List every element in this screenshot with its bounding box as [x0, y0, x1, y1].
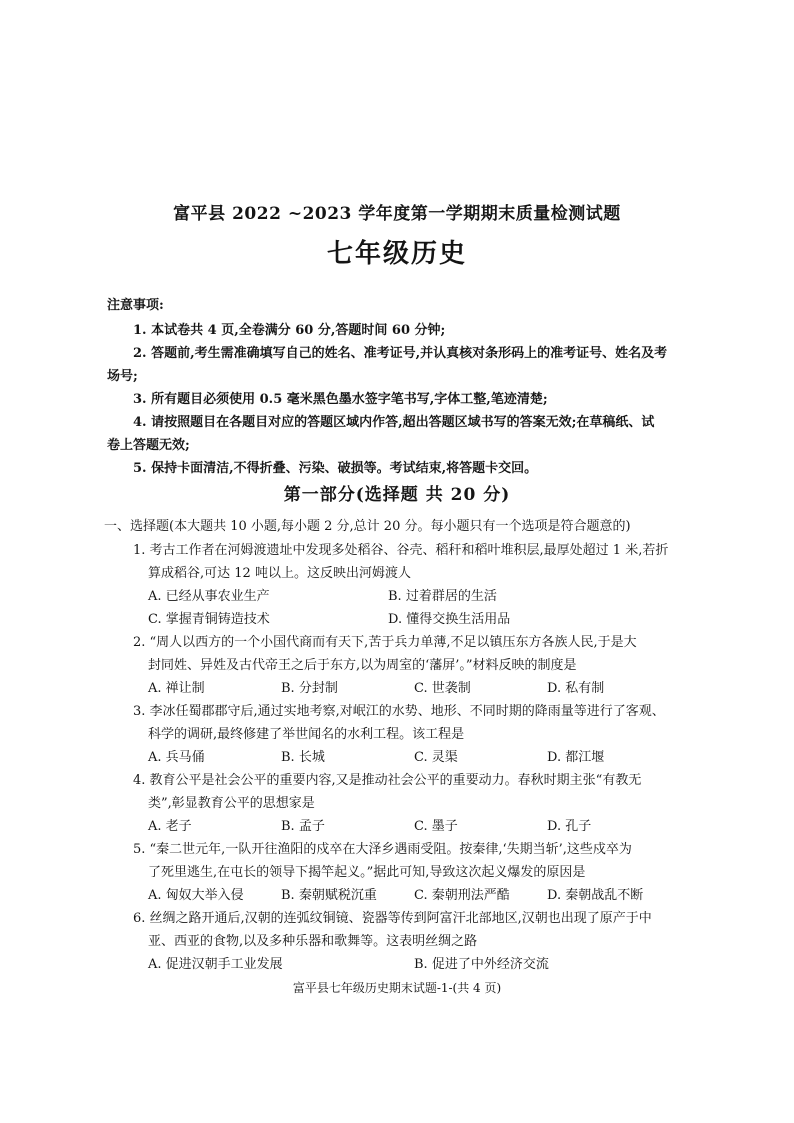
page-footer: 富平县七年级历史期末试题-1-(共 4 页) [292, 981, 502, 995]
question-5-option-c: C. 秦朝刑法严酷 [414, 888, 510, 903]
question-3-line-1: 3. 李冰任蜀郡郡守后,通过实地考察,对岷江的水势、地形、不同时期的降雨量等进行了客观、 [133, 704, 665, 719]
question-3-option-c: C. 灵渠 [414, 750, 458, 765]
question-3-option-b: B. 长城 [281, 750, 325, 765]
notice-line: 卷上答题无效; [107, 438, 190, 453]
question-5-line-2: 了死里逃生,在屯长的领导下揭竿起义。”据此可知,导致这次起义爆发的原因是 [148, 865, 586, 880]
part-one-title: 第一部分(选择题 共 20 分) [283, 485, 511, 505]
question-4-option-a: A. 老子 [148, 819, 192, 834]
notice-line: 4. 请按照题目在各题目对应的答题区域内作答,超出答题区域书写的答案无效;在草稿纸、试 [133, 415, 655, 430]
question-4-line-2: 类”,彰显教育公平的思想家是 [148, 796, 315, 811]
notice-heading: 注意事项: [107, 298, 164, 313]
question-4-option-c: C. 墨子 [414, 819, 458, 834]
question-3-option-a: A. 兵马俑 [148, 750, 205, 765]
question-5-option-a: A. 匈奴大举入侵 [148, 888, 244, 903]
question-4-option-d: D. 孔子 [547, 819, 592, 834]
question-3-line-2: 科学的调研,最终修建了举世闻名的水利工程。该工程是 [148, 727, 465, 742]
notice-line: 场号; [107, 369, 138, 384]
question-2-option-c: C. 世袭制 [414, 681, 471, 696]
question-5-option-d: D. 秦朝战乱不断 [547, 888, 644, 903]
question-1-line-1: 1. 考古工作者在河姆渡遗址中发现多处稻谷、谷壳、稻秆和稻叶堆积层,最厚处超过 1 米,若折 [133, 543, 669, 558]
question-6-option-a: A. 促进汉朝手工业发展 [148, 957, 283, 972]
part-one-intro: 一、选择题(本大题共 10 小题,每小题 2 分,总计 20 分。每小题只有一个选项是符合题意的) [104, 519, 631, 534]
question-5-line-1: 5. “秦二世元年,一队开往渔阳的戍卒在大泽乡遇雨受阻。按秦律,‘失期当斩’,这些戍卒为 [133, 842, 632, 857]
question-2-option-a: A. 禅让制 [148, 681, 205, 696]
question-1-option-d: D. 懂得交换生活用品 [388, 612, 511, 627]
question-4-option-b: B. 孟子 [281, 819, 325, 834]
question-2-line-2: 封同姓、异姓及古代帝王之后于东方,以为周室的‘藩屏’。”材料反映的制度是 [148, 658, 577, 673]
notice-line: 3. 所有题目必须使用 0.5 毫米黑色墨水签字笔书写,字体工整,笔迹清楚; [133, 392, 548, 407]
question-6-line-2: 亚、西亚的食物,以及多种乐器和歌舞等。这表明丝绸之路 [148, 934, 478, 949]
question-3-option-d: D. 都江堰 [547, 750, 605, 765]
question-1-line-2: 算成稻谷,可达 12 吨以上。这反映出河姆渡人 [148, 566, 411, 581]
question-2-option-d: D. 私有制 [547, 681, 605, 696]
question-1-option-c: C. 掌握青铜铸造技术 [148, 612, 270, 627]
question-6-option-b: B. 促进了中外经济交流 [414, 957, 549, 972]
question-4-line-1: 4. 教育公平是社会公平的重要内容,又是推动社会公平的重要动力。春秋时期主张“有教无 [133, 773, 642, 788]
question-6-line-1: 6. 丝绸之路开通后,汉朝的连弧纹铜镜、瓷器等传到阿富汗北部地区,汉朝也出现了原产于中 [133, 911, 652, 926]
question-2-option-b: B. 分封制 [281, 681, 338, 696]
question-1-option-b: B. 过着群居的生活 [388, 589, 497, 604]
notice-line: 5. 保持卡面清洁,不得折叠、污染、破损等。考试结束,将答题卡交回。 [133, 461, 538, 476]
exam-subject-title: 七年级历史 [326, 239, 467, 269]
notice-line: 1. 本试卷共 4 页,全卷满分 60 分,答题时间 60 分钟; [133, 323, 446, 338]
question-5-option-b: B. 秦朝赋税沉重 [281, 888, 377, 903]
question-2-line-1: 2. “周人以西方的一个小国代商而有天下,苦于兵力单薄,不足以镇压东方各族人民,于是大 [133, 635, 637, 650]
question-1-option-a: A. 已经从事农业生产 [148, 589, 270, 604]
notice-line: 2. 答题前,考生需准确填写自己的姓名、准考证号,并认真核对条形码上的准考证号、姓名及考 [133, 346, 668, 361]
exam-title: 富平县 2022 ~2023 学年度第一学期期末质量检测试题 [173, 204, 621, 224]
